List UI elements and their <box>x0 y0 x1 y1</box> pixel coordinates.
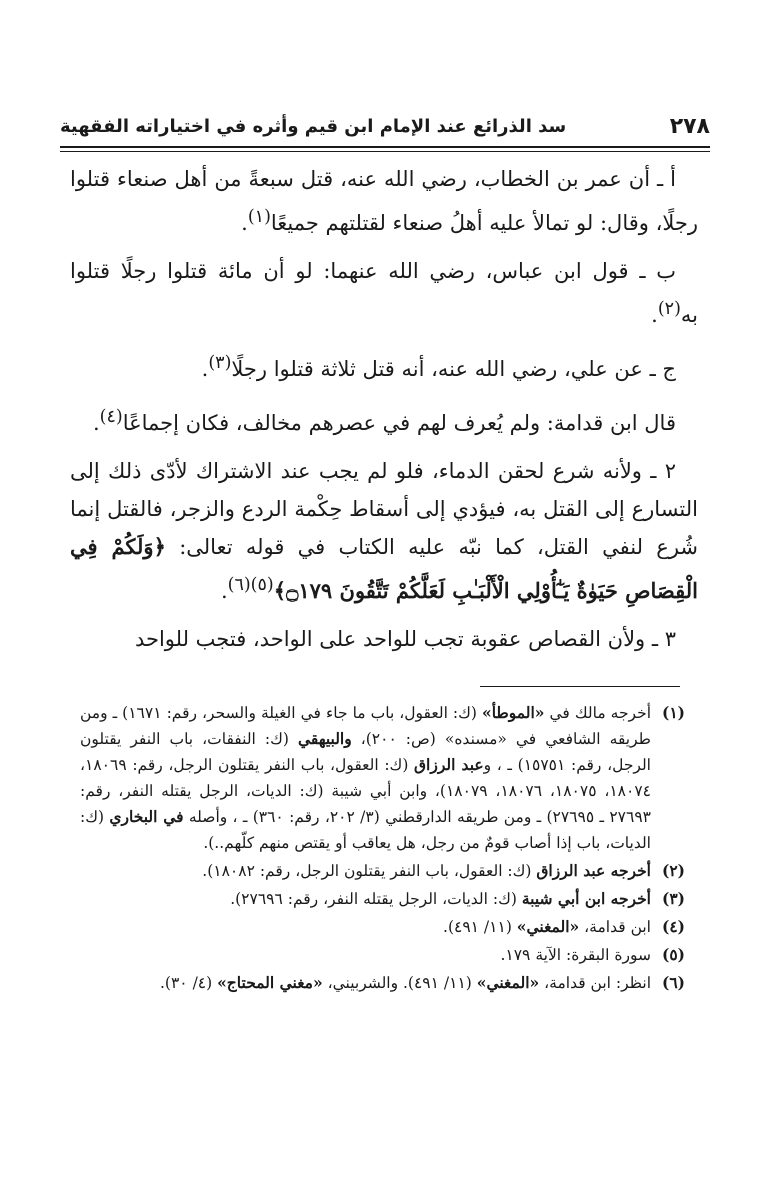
footnote-text: ابن قدامة، «المغني» (١١/ ٤٩١). <box>443 917 651 936</box>
footnote-number: (٦) <box>661 973 685 992</box>
header-rule-thin <box>60 151 710 152</box>
footnote-ref[interactable]: (١) <box>247 207 271 227</box>
main-text <box>70 160 698 668</box>
quran-verse: ﴿وَلَكُمْ فِي الْقِصَاصِ حَيَوٰةٌ يَـٰٓأُوْلِي الْأَلْبَـٰبِ لَعَلَّكُمْ تَتَّقُونَ ۝١٧٩﴾ <box>70 534 698 603</box>
footnote-6 <box>80 970 685 996</box>
footnote-ref[interactable]: (٣) <box>208 353 232 373</box>
paragraph-a: أ ـ أن عمر بن الخطاب، رضي الله عنه، قتل سبعةً من أهل صنعاء قتلوا رجلًا، وقال: لو تمالأ عليه أهلُ صنعاء لقتلتهم جميعًا$^{(١)}$. <box>70 167 698 235</box>
footnote-text: أخرجه ابن أبي شيبة (ك: الديات، الرجل يقتله النفر، رقم: ٢٧٦٩٦). <box>230 889 651 908</box>
footnote-number: (٥) <box>661 945 685 964</box>
footnote-number: (١) <box>661 703 685 722</box>
footnote-ref[interactable]: (٢) <box>657 299 681 319</box>
footnote-number: (٤) <box>661 917 685 936</box>
header-rule <box>60 146 710 148</box>
footnotes <box>80 700 685 998</box>
running-header <box>60 108 710 144</box>
footnote-5 <box>80 942 685 968</box>
paragraph-c: ج ـ عن علي، رضي الله عنه، أنه قتل ثلاثة قتلوا رجلًا$^{(٣)}$. <box>201 353 676 381</box>
page-number: ٢٧٨ <box>669 113 710 139</box>
footnote-text: انظر: ابن قدامة، «المغني» (١١/ ٤٩١). والشربيني، «مغني المحتاج» (٤/ ٣٠). <box>160 973 651 992</box>
footnote-number: (٢) <box>661 861 685 880</box>
footnote-separator <box>480 686 680 687</box>
paragraph-2: ٢ ـ ولأنه شرع لحقن الدماء، فلو لم يجب عند الاشتراك لأدّى ذلك إلى التسارع إلى القتل به، فيؤدي إلى أسقاط حِكْمة الردع والزجر، فالقتل إنما شُرع لنفي القتل، كما نبّه عليه الكتاب في قوله تعالى: ﴿وَلَكُمْ فِي الْقِصَاصِ حَيَوٰةٌ يَـٰٓأُوْلِي الْأَلْبَـٰبِ لَعَلَّكُمْ تَتَّقُونَ ۝١٧٩﴾$^{(٥)(٦)}$. <box>70 459 699 603</box>
footnote-number: (٣) <box>661 889 685 908</box>
paragraph-3: ٣ ـ ولأن القصاص عقوبة تجب للواحد على الواحد، فتجب للواحد <box>134 627 676 651</box>
footnote-text: أخرجه عبد الرزاق (ك: العقول، باب النفر يقتلون الرجل، رقم: ١٨٠٨٢). <box>202 861 651 880</box>
footnote-text: سورة البقرة: الآية ١٧٩. <box>500 946 651 964</box>
running-title: سد الذرائع عند الإمام ابن قيم وأثره في اختياراته الفقهية <box>60 115 567 137</box>
paragraph-ibn-qudama: قال ابن قدامة: ولم يُعرف لهم في عصرهم مخالف، فكان إجماعًا$^{(٤)}$. <box>92 407 676 435</box>
footnote-4 <box>80 914 685 940</box>
footnote-2 <box>80 858 685 884</box>
footnote-1 <box>80 700 685 856</box>
footnote-text: أخرجه مالك في «الموطأ» (ك: العقول، باب ما جاء في الغيلة والسحر، رقم: ١٦٧١) ـ ومن طريقه الشافعي في «مسنده» (ص: ٢٠٠)، والبيهقي (ك: النفقات، باب النفر يقتلون الرجل، رقم: ١٥٧٥١) ـ ، وعبد الرزاق (ك: العقول، باب النفر يقتلون الرجل، رقم: ١٨٠٦٩، ١٨٠٧٤، ١٨٠٧٥، ١٨٠٧٦، ١٨٠٧٩)، وابن أبي شيبة (ك: الديات، الرجل يقتله النفر، رقم: ٢٧٦٩٣ ـ ٢٧٦٩٥) ـ ومن طريقه الدارقطني (٣/ ٢٠٢، رقم: ٣٦٠) ـ ، وأصله في البخاري (ك: الديات، باب إذا أصاب قومٌ من رجل، هل يعاقب أو يقتص منهم كلّهم..). <box>80 703 652 852</box>
footnote-ref[interactable]: (٤) <box>99 407 123 427</box>
paragraph-b: ب ـ قول ابن عباس، رضي الله عنهما: لو أن مائة قتلوا رجلًا قتلوا به$^{(٢)}$. <box>70 259 698 327</box>
footnote-ref[interactable]: (٥)(٦) <box>227 575 274 595</box>
footnote-3 <box>80 886 685 912</box>
